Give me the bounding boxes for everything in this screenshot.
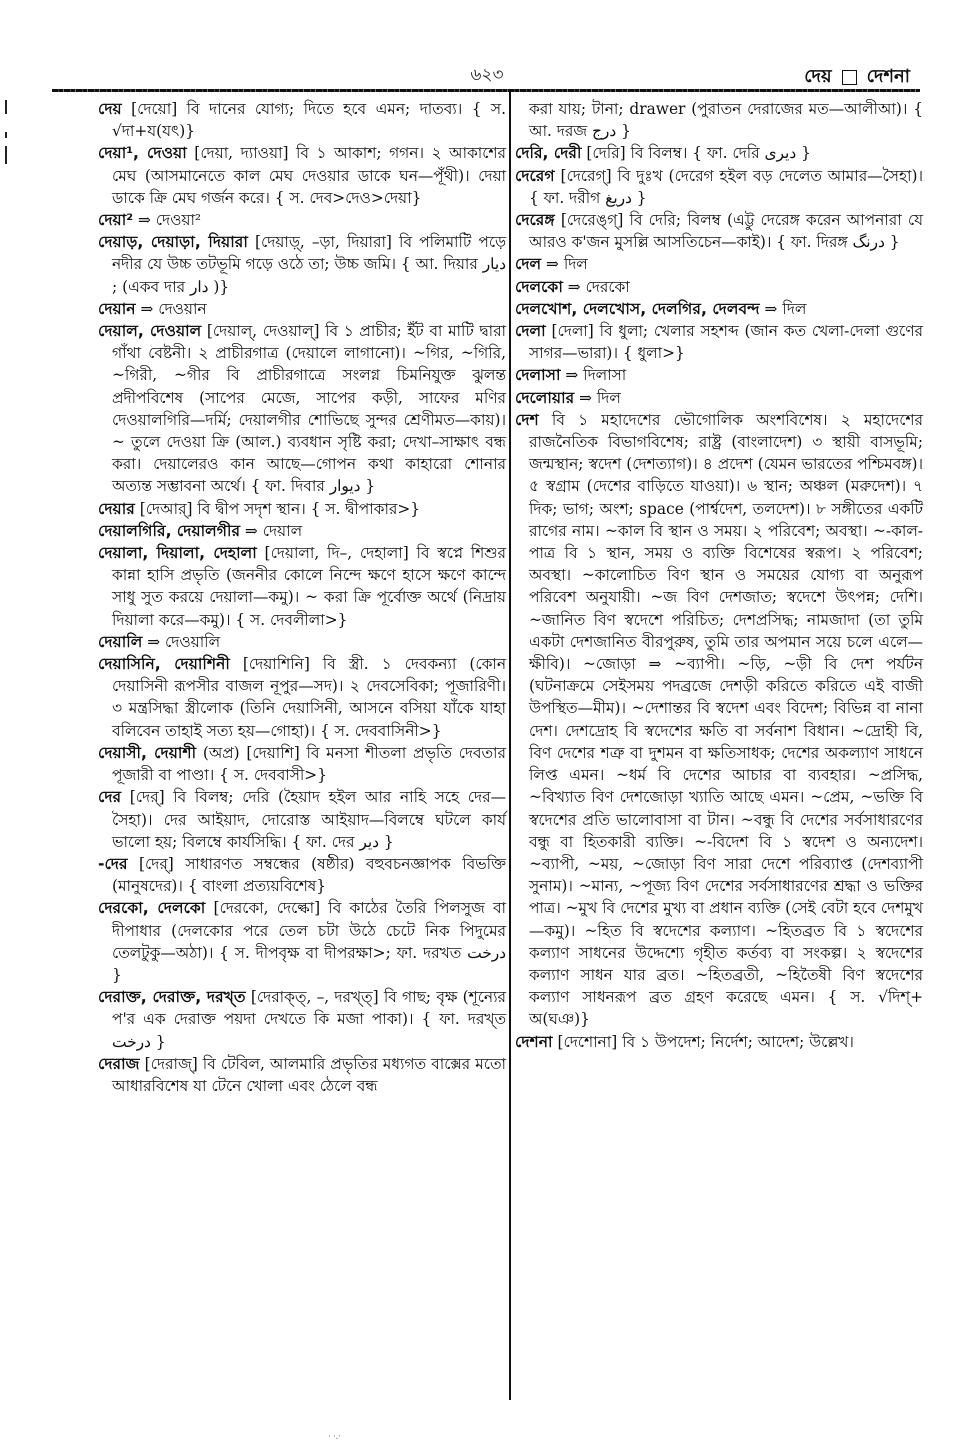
entry-definition: [দেশোনা] বি ১ উপদেশ; নির্দেশ; আদেশ; উল্লেখ। — [552, 1032, 854, 1051]
dictionary-entry — [98, 1053, 506, 1097]
entry-headword: দেয়ালগিরি, দেয়ালগীর — [98, 521, 241, 540]
right-column — [515, 98, 923, 1053]
entry-headword: দেয়ার — [98, 499, 135, 518]
scan-artifact: · ·.· — [328, 1432, 341, 1441]
entry-definition: বি ১ মহাদেশের ভৌগোলিক অংশবিশেষ। ২ মহাদেশের রাজনৈতিক বিভাগবিশেষ; রাষ্ট্র (বাংলাদেশ) ৩ স্থায়ী বাসভূমি; জন্মস্থান; স্বদেশ (দেশত্যাগ)। ৪ প্রদেশ (যেমন ভারতের পশ্চিমবঙ্গ)। ৫ স্বগ্রাম (দেশের বাড়িতে যাওয়া)। ৬ স্থান; অঞ্চল (মরুদেশ)। ৭ দিক; ভাগ; অংশ; space (পার্শ্বদেশ, তলদেশ)। ৮ সঙ্গীতের একটি রাগের নাম। ~কাল বি স্থান ও সময়। ২ পরিবেশ; অবস্থা। ~-কাল-পাত্র বি ১ স্থান, সময় ও ব্যক্তি বিশেষের স্বরূপ। ২ পরিবেশ; অবস্থা। ~কালোচিত বিণ স্থান ও সময়ের যোগ্য বা অনুরূপ পরিবেশ অনুযায়ী। ~জ বিণ দেশজাত; স্বদেশে উৎপন্ন; দেশি। ~জানিত বিণ স্বদেশে পরিচিত; দেশপ্রসিদ্ধ; নামজাদা (তা তুমি একটা দেশজানিত বীরপুরুষ, তুমি তার অপমান সয়ে চলে এলে—ক্ষীবি)। ~জোড়া ⇒ ~ব্যাপী। ~ড়ি, ~ড়ী বি দেশ পর্যটন (ঘটনাক্রমে সেইসময় পদব্রজে দেশড়ী করিতে করিতে এই বাজী উপস্থিত—মীম)। ~দেশান্তর বি স্বদেশ এবং বিদেশ; বিভিন্ন বা নানা দেশ। দেশদ্রোহ বি স্বদেশের ক্ষতি বা সর্বনাশ বিধান। ~দ্রোহী বি, বিণ দেশের শত্রু বা দুশমন বা ক্ষতিসাধক; দেশের অকল্যাণ সাধনে লিপ্ত এমন। ~ধর্ম বি দেশের আচার বা ব্যবহার। ~প্রসিদ্ধ, ~বিখ্যাত বিণ দেশজোড়া খ্যাতি আছে এমন। ~প্রেম, ~ভক্তি বি স্বদেশের প্রতি ভালোবাসা বা টান। ~বন্ধু বি দেশের সর্বসাধারণের বন্ধু বা হিতকারী ব্যক্তি। ~-বিদেশ বি ১ স্বদেশ ও অন্যদেশ। ~ব্যাপী, ~ময়, ~জোড়া বিণ সারা দেশে পরিব্যাপ্ত (দেশব্যাপী সুনাম)। ~মান্য, ~পূজ্য বিণ দেশের সর্বসাধারণের শ্রদ্ধা ও ভক্তির পাত্র। ~মুখ বি দেশের মুখ্য বা প্রধান ব্যক্তি (সেই বেটা হবে দেশমুখ—কমু)। ~হিত বি স্বদেশের কল্যাণ। ~হিতব্রত বি ১ স্বদেশের কল্যাণ সাধনের উদ্দেশ্যে গৃহীত কর্তব্য বা সংকল্প। ২ স্বদেশের কল্যাণ সাধন যার ব্রত। ~হিতব্রতী, ~হিতৈষী বিণ স্বদেশের কল্যাণ সাধনরূপ ব্রত গ্রহণ করেছে এমন। { স. √দিশ্+ অ(ঘঞ)} — [529, 410, 923, 1029]
entry-definition: [দেয়ো] বি দানের যোগ্য; দিতে হবে এমন; দাতব্য। { স. √দা+য(যৎ)} — [112, 100, 506, 141]
entry-definition: ⇒ দেয়াল — [240, 521, 303, 540]
entry-headword: দেলা — [515, 322, 546, 341]
entry-headword: দেয়াড়, দেয়াড়া, দিয়ারা — [98, 233, 248, 252]
dictionary-entry — [515, 165, 923, 209]
dictionary-entry — [98, 786, 506, 853]
entry-headword: দের — [98, 788, 122, 807]
entry-definition: (অপ্র) [দেয়াশি] বি মনসা শীতলা প্রভৃতি দেবতার পূজারী বা পাণ্ডা। { স. দেববাসী>} — [112, 743, 506, 785]
dictionary-entry — [98, 298, 506, 320]
entry-headword: দেয়ান — [98, 299, 136, 318]
entry-headword: দেয়াল, দেওয়াল — [98, 322, 202, 341]
dictionary-entry — [515, 298, 923, 320]
dictionary-entry — [98, 209, 506, 231]
entry-definition: [দেরেগ্] বি দুঃখ (দেরেগ হইল বড় দেলেত আমার—সৈহা)। { ফা. দরীগ دریغ } — [529, 166, 923, 207]
dictionary-entry — [98, 520, 506, 542]
dictionary-entry — [98, 498, 506, 520]
entry-definition: [দেয়াশিনি] বি স্ত্রী. ১ দেবকন্যা (কোন দেয়াসিনী রূপসীর বাজল নূপুর—সদ)। ২ দেবসেবিকা; পূজারিণী। ৩ মন্ত্রসিদ্ধা স্ত্রীলোক (তিনি দেয়াসিনী, আসনে বসিয়া যাঁকে যাহা বলিবেন তাহাই সত্য হয়—গোহা)। { স. দেববাসিনী>} — [112, 655, 506, 740]
dictionary-entry — [98, 853, 506, 897]
dictionary-entry — [98, 98, 506, 142]
entry-definition: [দেয়াল্, দেওয়াল্] বি ১ প্রাচীর; ইঁট বা মাটি দ্বারা গাঁথা বেষ্টনী। ২ প্রাচীরগাত্র (দেয়ালে লাগানো)। ~গির, ~গিরি, ~গিরী, ~গীর বি প্রাচীরগাত্রে সংলগ্ন চিমনিযুক্ত ঝুলন্ত প্রদীপবিশেষ (সাপের মেজে, সাপের কড়ী, সাফের মণির দেওয়ালগিরি—দর্মি; দেয়ালগীর শোভিছে সুন্দর শ্রেণীমত—কায়)। ~ তুলে দেওয়া ক্রি (আল.) ব্যবধান সৃষ্টি করা; দেখা–সাক্ষাৎ বন্ধ করা। দেয়ালেরও কান আছে—গোপন কথা কাহারো শোনার অত্যন্ত সম্ভাবনা অর্থে। { ফা. দিবার دیوار } — [112, 322, 506, 496]
entry-headword: দেলোয়ার — [515, 388, 575, 407]
column-divider — [509, 92, 511, 1400]
dictionary-entry-continuation — [515, 98, 923, 142]
entry-headword: দেয়াসিনি, দেয়াশিনী — [98, 655, 230, 674]
entry-definition: করা যায়; টানা; drawer (পুরাতন দেরাজের মত—আলীআ)। { আ. দরজ درج } — [529, 100, 923, 141]
entry-definition: [দেরি] বি বিলম্ব। { ফা. দেরি دیری } — [581, 144, 811, 163]
entry-headword: দেরেগ — [515, 166, 555, 185]
dictionary-entry — [98, 653, 506, 742]
entry-headword: দেলখোশ, দেলখোস, দেলগির, দেলবন্দ — [515, 299, 760, 318]
entry-definition: [দেলা] বি ধুলা; খেলার সহশব্দ (জান কত খেলা-দেলা গুণের সাগর—ভারা)। { ধুলা>} — [529, 322, 923, 363]
entry-headword: দেয়া¹, দেওয়া — [98, 144, 187, 163]
entry-headword: দেশনা — [515, 1032, 553, 1051]
scan-margin-marks — [5, 100, 8, 170]
left-column — [98, 98, 506, 1097]
dictionary-entry — [98, 142, 506, 209]
page-number: ৬২৩ — [470, 65, 504, 85]
dictionary-entry — [98, 897, 506, 986]
guide-word-last: দেশনা — [866, 66, 910, 87]
square-separator-icon — [842, 70, 857, 85]
entry-headword: দেলকো — [515, 277, 563, 296]
dictionary-entry — [515, 142, 923, 164]
entry-definition: ⇒ দিল — [574, 388, 621, 407]
entry-definition: [দেরেঙ্গ্] বি দেরি; বিলম্ব (এট্টু দেরেঙ্গ করেন আপনারা যে আরও ক'জন মুসল্লি আসতিচেন—কাই)। { ফা. দিরঙ্গ درنگ } — [529, 211, 923, 252]
dictionary-entry — [515, 1031, 923, 1053]
entry-definition: [দেয়াড়্, –ড়া, দিয়ারা] বি পলিমাটি পড়ে নদীর যে উচ্চ তটভূমি গড়ে ওঠে তা; উচ্চ জমি। { আ. দিয়ার دیار ; (একব দার دار )} — [112, 233, 506, 296]
entry-headword: দেশ — [515, 410, 539, 429]
dictionary-entry — [98, 631, 506, 653]
dictionary-entry — [98, 320, 506, 498]
entry-definition: ⇒ দেওয়া² — [133, 211, 202, 230]
entry-headword: দেয়ালি — [98, 632, 143, 651]
dictionary-entry — [515, 387, 923, 409]
entry-definition: [দের্] সাধারণত সম্বন্ধের (ষষ্ঠীর) বহুবচনজ্ঞাপক বিভক্তি (মানুষদের)। { বাংলা প্রত্যয়বিশেষ} — [112, 854, 506, 896]
guide-word-first: দেয় — [804, 66, 832, 87]
dictionary-entry — [515, 364, 923, 386]
entry-headword: দেরকো, দেলকো — [98, 899, 206, 918]
dictionary-entry — [98, 742, 506, 786]
entry-definition: [দেরাক্ত্, –, দরখ্ত্] বি গাছ; বৃক্ষ (শূন্যের প'র এক দেরাক্ত পয়দা দেখতে কি মজা পাকা)। { ফা. দরখ্ত درخت } — [112, 988, 507, 1051]
entry-definition: [দেরকো, দেল্কো] বি কাঠের তৈরি পিলসুজ বা দীপাধার (দেলকোর পরে তেল চটা উঠে চেটে নিক পিদুমের তেলটুকু—অঠা)। { স. দীপবৃক্ষ বা দীপরক্ষা>; ফা. দরখত درخت } — [112, 899, 507, 984]
entry-definition: [দেয়া, দ্যাওয়া] বি ১ আকাশ; গগন। ২ আকাশের মেঘ (আসমানেতে কাল মেঘ দেওয়ার ডাকে ঘন—পূঁথী)। দেয়া ডাকে ক্রি মেঘ গর্জন করে। { স. দেব>দেও>দেয়া} — [112, 144, 506, 207]
dictionary-entry — [98, 986, 506, 1053]
entry-definition: ⇒ দিলাসা — [560, 366, 627, 385]
entry-headword: দেরাজ — [98, 1054, 140, 1073]
dictionary-entry — [515, 209, 923, 253]
entry-definition: ⇒ দেরকো — [562, 277, 630, 296]
entry-headword: দেরেঙ্গ — [515, 211, 555, 230]
entry-definition: [দেআর্] বি দ্বীপ সদৃশ স্থান। { স. দ্বীপাকার>} — [134, 499, 421, 518]
dictionary-entry — [515, 409, 923, 1031]
dictionary-entry — [98, 231, 506, 298]
entry-headword: দেলাসা — [515, 366, 561, 385]
entry-definition: [দেয়ালা, দি–, দেহালা] বি স্বপ্নে শিশুর কান্না হাসি প্রভৃতি (জননীর কোলে নিন্দে ক্ষণে হাসে ক্ষণে কান্দে সাধু সুত করয়ে দেয়ালা—কমু)। ~ করা ক্রি পূর্বোক্ত অর্থে (নিদ্রায় দিয়ালা করে—কমু)। { স. দেবলীলা>} — [112, 544, 506, 629]
dictionary-entry — [515, 276, 923, 298]
entry-headword: দেল — [515, 255, 542, 274]
dictionary-entry — [515, 320, 923, 364]
header-rule — [52, 89, 920, 92]
dictionary-entry — [98, 542, 506, 631]
entry-headword: দেয়ালা, দিয়ালা, দেহালা — [98, 544, 257, 563]
entry-definition: ⇒ দিল — [541, 255, 588, 274]
entry-definition: [দেরাজ্] বি টেবিল, আলমারি প্রভৃতির মধ্যগত বাক্সের মতো আধারবিশেষ যা টেনে খোলা এবং ঠেলে বন্ধ — [112, 1054, 506, 1095]
entry-definition: ⇒ দেওয়ালি — [142, 632, 221, 651]
entry-definition: ⇒ দিল — [759, 299, 807, 318]
entry-headword: দেরাক্ত, দেরাক্ত, দরখ্ত — [98, 988, 246, 1007]
dictionary-entry — [515, 253, 923, 275]
entry-headword: দেয় — [98, 100, 122, 118]
entry-headword: দেয়া² — [98, 211, 134, 230]
entry-headword: দেরি, দেরী — [515, 144, 582, 163]
entry-definition: ⇒ দেওয়ান — [135, 299, 207, 318]
entry-definition: [দের্] বি বিলম্ব; দেরি (হৈয়াদ হইল আর নাহি সহে দের—সৈহা)। দের আইয়াদ, দোরোস্ত আইয়াদ—বিলম্বে ঘটলে কার্য ভালো হয়; বিলম্বে কার্যসিদ্ধি। { ফা. দের دیر } — [112, 788, 506, 851]
entry-headword: -দের — [98, 854, 128, 873]
entry-headword: দেয়াসী, দেয়াশী — [98, 743, 197, 762]
